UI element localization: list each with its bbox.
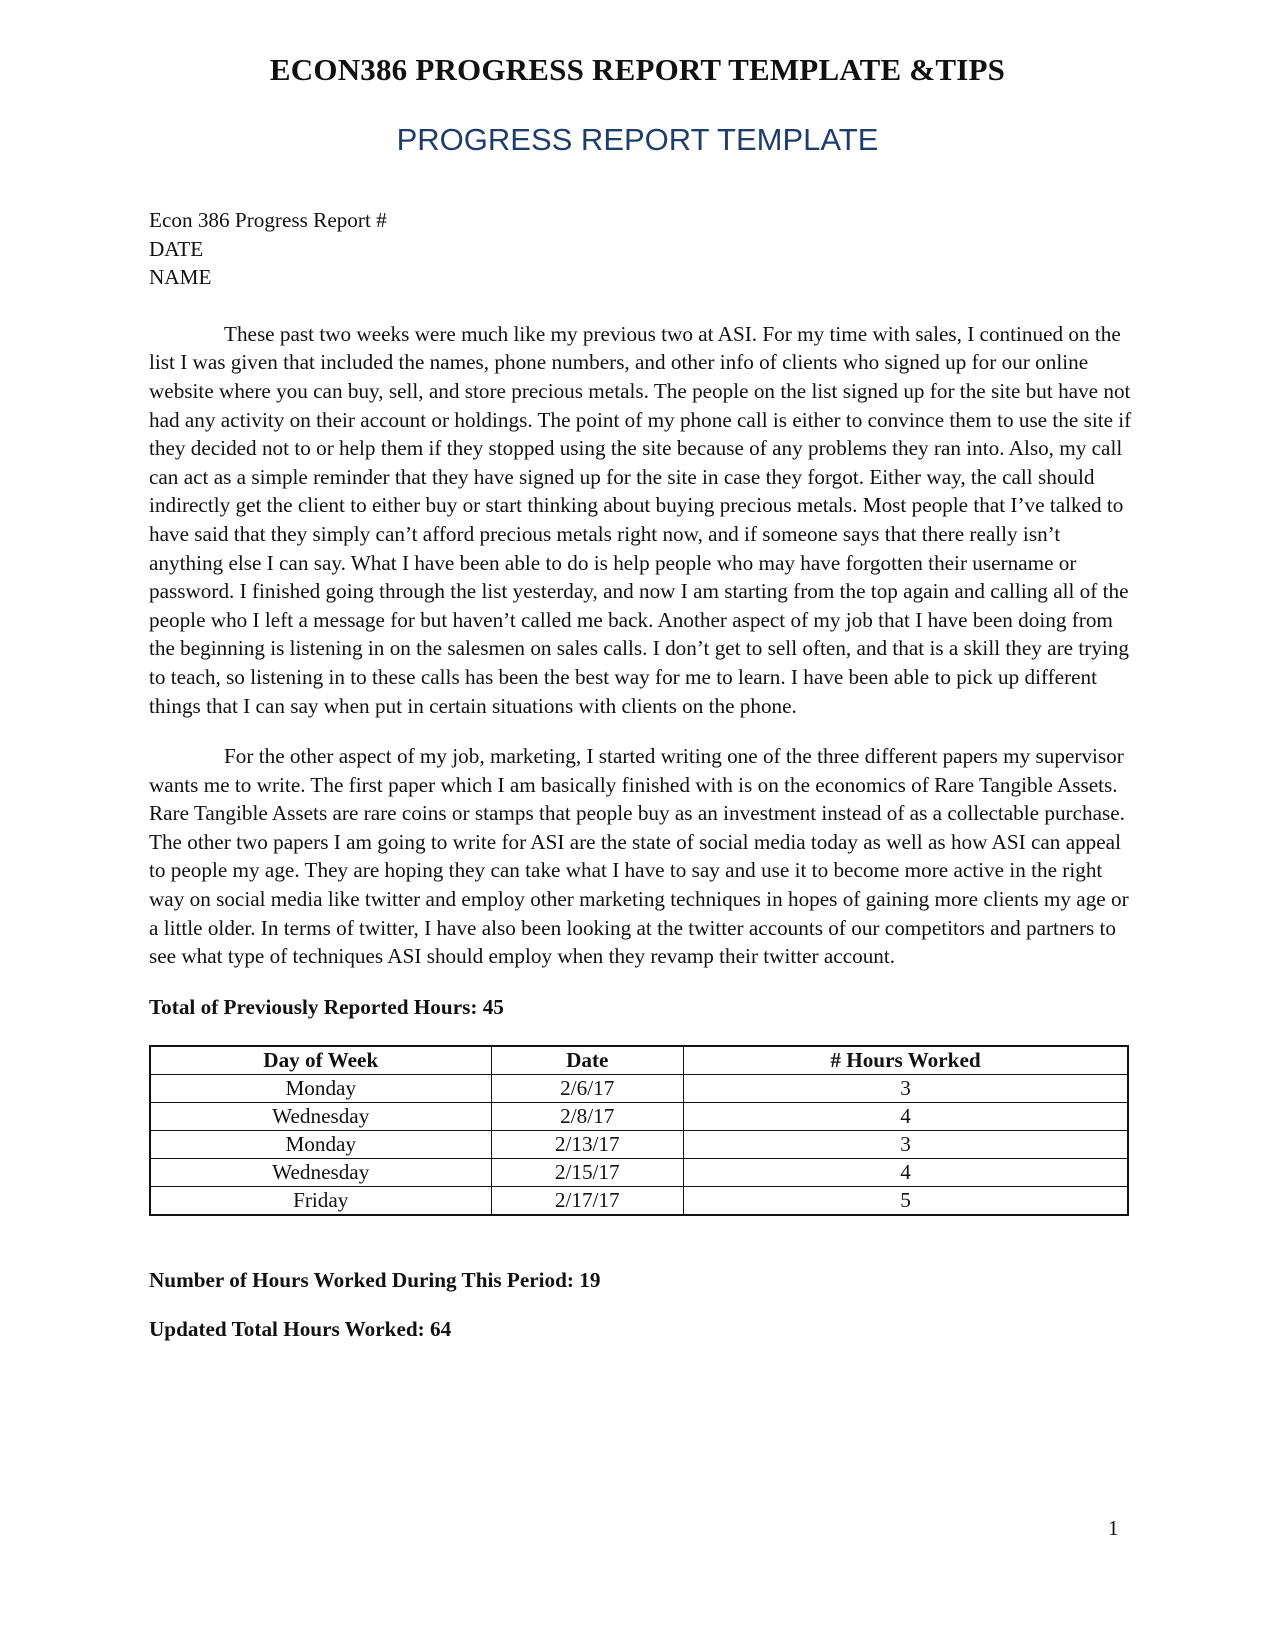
cell-hours: 5	[684, 1187, 1129, 1216]
cell-day: Monday	[150, 1131, 491, 1159]
report-number-line: Econ 386 Progress Report #	[149, 208, 387, 232]
cell-day: Wednesday	[150, 1103, 491, 1131]
table-row	[150, 1187, 1128, 1216]
cell-day: Wednesday	[150, 1159, 491, 1187]
previous-hours-total: Total of Previously Reported Hours: 45	[149, 994, 504, 1019]
name-line: NAME	[149, 265, 212, 290]
column-header-day: Day of Week	[150, 1046, 491, 1075]
paragraph-sales: These past two weeks were much like my previous two at ASI. For my time with sales, I continued on the list I was given that included the names, phone numbers, and other info of clients who signed up for our online website where you can buy, sell, and store precious metals. The people on the list signed up for the site but have not had any activity on their account or holdings. The point of my phone call is either to convince them to use the site if they decided not to or help them if they stopped using the site because of any problems they ran into. Also, my call can act as a simple reminder that they have signed up for the site in case they forgot. Either way, the call should indirectly get the client to either buy or start thinking about buying precious metals. Most people that I’ve talked to have said that they simply can’t afford precious metals right now, and if someone says that there really isn’t anything else I can say. What I have been able to do is help people who may have forgotten their username or password. I finished going through the list yesterday, and now I am starting from the top again and calling all of the people who I left a message for but haven’t called me back. Another aspect of my job that I have been doing from the beginning is listening in on the salesmen on sales calls. I don’t get to sell often, and that is a skill they are trying to teach, so listening in to these calls has been the best way for me to learn. I have been able to pick up different things that I can say when put in certain situations with clients on the phone.	[149, 321, 1132, 718]
updated-hours-total: Updated Total Hours Worked: 64	[149, 1317, 452, 1342]
document-subtitle: PROGRESS REPORT TEMPLATE	[396, 122, 879, 157]
document-body	[149, 206, 1134, 1344]
table-row	[150, 1103, 1128, 1131]
cell-date: 2/15/17	[491, 1159, 684, 1187]
report-header	[149, 206, 1134, 292]
column-header-hours: # Hours Worked	[684, 1046, 1129, 1075]
cell-date: 2/13/17	[491, 1131, 684, 1159]
period-hours-total: Number of Hours Worked During This Period: 19	[149, 1268, 601, 1293]
cell-date: 2/8/17	[491, 1103, 684, 1131]
hours-table	[149, 1045, 1129, 1216]
table-row	[150, 1159, 1128, 1187]
cell-date: 2/17/17	[491, 1187, 684, 1216]
date-line: DATE	[149, 236, 204, 261]
cell-hours: 4	[684, 1159, 1129, 1187]
cell-day: Monday	[150, 1075, 491, 1103]
page-number: 1	[1108, 1516, 1119, 1540]
table-header-row	[150, 1046, 1128, 1075]
column-header-date: Date	[491, 1046, 684, 1075]
cell-hours: 3	[684, 1131, 1129, 1159]
paragraph-marketing: For the other aspect of my job, marketing, I started writing one of the three different papers my supervisor wants me to write. The first paper which I am basically finished with is on the economics of Rare Tangible Assets. Rare Tangible Assets are rare coins or stamps that people buy as an investment instead of as a collectable purchase. The other two papers I am going to write for ASI are the state of social media today as well as how ASI can appeal to people my age. They are hoping they can take what I have to say and use it to become more active in the right way on social media like twitter and employ other marketing techniques in hopes of gaining more clients my age or a little older. In terms of twitter, I have also been looking at the twitter accounts of our competitors and partners to see what type of techniques ASI should employ when they revamp their twitter account.	[149, 744, 1129, 969]
cell-hours: 4	[684, 1103, 1129, 1131]
cell-day: Friday	[150, 1187, 491, 1216]
table-row	[150, 1131, 1128, 1159]
table-row	[150, 1075, 1128, 1103]
cell-date: 2/6/17	[491, 1075, 684, 1103]
cell-hours: 3	[684, 1075, 1129, 1103]
document-title: ECON386 PROGRESS REPORT TEMPLATE &TIPS	[269, 52, 1006, 87]
